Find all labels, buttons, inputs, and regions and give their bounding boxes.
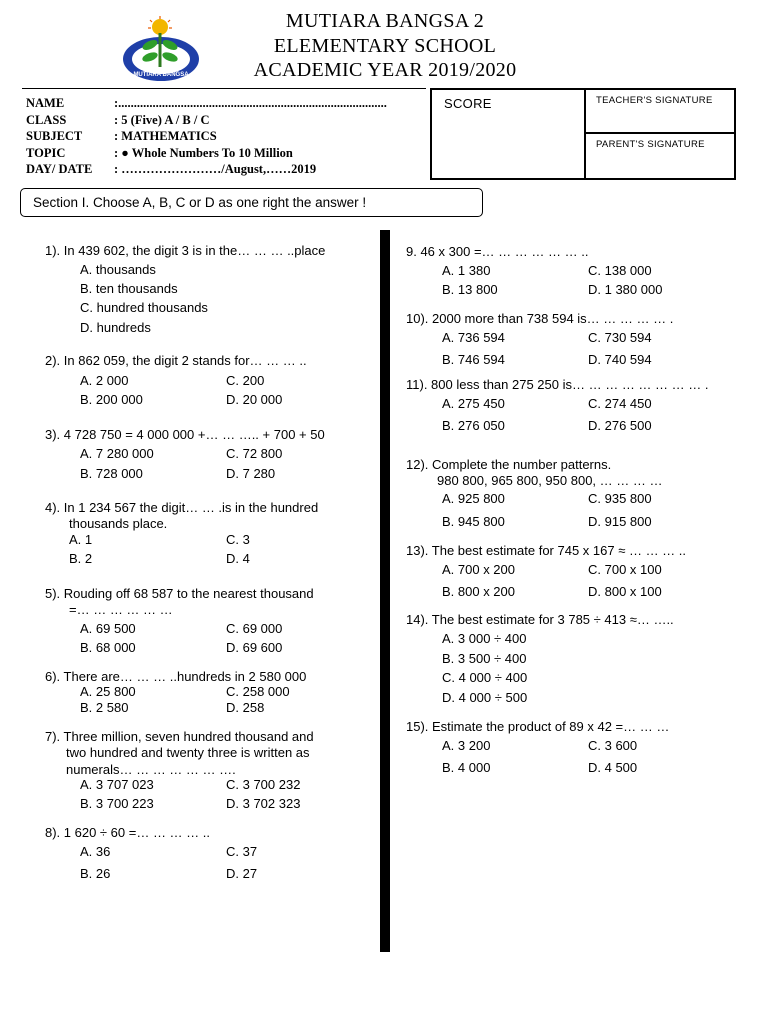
question-15-option-a[interactable]: A. 3 200 (442, 738, 491, 753)
question-1-option-b[interactable]: B. ten thousands (80, 281, 178, 296)
question-3-option-a[interactable]: A. 7 280 000 (80, 446, 154, 461)
question-11-option-c[interactable]: C. 274 450 (588, 396, 652, 411)
question-9-option-d[interactable]: D. 1 380 000 (588, 282, 663, 297)
question-13-option-c[interactable]: C. 700 x 100 (588, 562, 662, 577)
svg-text:MUTIARA BANGSA: MUTIARA BANGSA (133, 72, 189, 78)
info-label: CLASS (26, 112, 67, 127)
question-2-option-b[interactable]: B. 200 000 (80, 392, 143, 407)
question-5-option-a[interactable]: A. 69 500 (80, 621, 136, 636)
question-14-option-c[interactable]: C. 4 000 ÷ 400 (442, 670, 528, 685)
question-7-stem-line1: 7). Three million, seven hundred thousand and (45, 729, 314, 744)
question-2-option-d[interactable]: D. 20 000 (226, 392, 283, 407)
question-10-option-b[interactable]: B. 746 594 (442, 352, 505, 367)
question-6-option-d[interactable]: D. 258 (226, 700, 265, 715)
question-5-option-b[interactable]: B. 68 000 (80, 640, 136, 655)
question-2-option-c[interactable]: C. 200 (226, 373, 265, 388)
parent-signature-label: PARENT'S SIGNATURE (596, 139, 705, 150)
score-field[interactable] (432, 90, 586, 178)
question-1-option-c[interactable]: C. hundred thousands (80, 300, 208, 315)
question-11-option-a[interactable]: A. 275 450 (442, 396, 505, 411)
question-4-option-b[interactable]: B. 2 (69, 551, 93, 566)
question-12-option-d[interactable]: D. 915 800 (588, 514, 652, 529)
column-divider (380, 230, 390, 952)
question-13-option-d[interactable]: D. 800 x 100 (588, 584, 662, 599)
question-6-option-b[interactable]: B. 2 580 (80, 700, 129, 715)
question-12-option-c[interactable]: C. 935 800 (588, 491, 652, 506)
info-label: TOPIC (26, 145, 66, 160)
question-8-stem: 8). 1 620 ÷ 60 =… … … … .. (45, 825, 211, 840)
question-3-option-c[interactable]: C. 72 800 (226, 446, 283, 461)
question-13-option-a[interactable]: A. 700 x 200 (442, 562, 515, 577)
teacher-signature-field[interactable] (586, 90, 734, 134)
question-3-stem: 3). 4 728 750 = 4 000 000 +… … ….. + 700 + 50 (45, 427, 325, 442)
student-info (26, 95, 387, 178)
question-1-option-d[interactable]: D. hundreds (80, 320, 151, 335)
question-13-option-b[interactable]: B. 800 x 200 (442, 584, 515, 599)
section-instruction: Section I. Choose A, B, C or D as one right the answer ! (20, 188, 483, 217)
question-8-option-b[interactable]: B. 26 (80, 866, 111, 881)
question-5-option-c[interactable]: C. 69 000 (226, 621, 283, 636)
question-8-option-a[interactable]: A. 36 (80, 844, 111, 859)
info-row-date (26, 161, 387, 178)
info-label: DAY/ DATE (26, 162, 93, 176)
score-box (430, 88, 736, 180)
info-value: : ● Whole Numbers To 10 Million (114, 145, 293, 160)
question-7-stem-line2: two hundred and twenty three is written as (66, 745, 310, 760)
question-5-stem-line2: =… … … … … … (69, 602, 173, 617)
info-value: :...................................................................................... (114, 96, 387, 110)
question-9-stem: 9. 46 x 300 =… … … … … … .. (406, 244, 589, 259)
question-8-option-d[interactable]: D. 27 (226, 866, 258, 881)
question-7-option-b[interactable]: B. 3 700 223 (80, 796, 154, 811)
question-14-option-b[interactable]: B. 3 500 ÷ 400 (442, 651, 527, 666)
question-15-option-d[interactable]: D. 4 500 (588, 760, 638, 775)
question-10-option-a[interactable]: A. 736 594 (442, 330, 505, 345)
question-7-option-d[interactable]: D. 3 702 323 (226, 796, 301, 811)
question-10-option-d[interactable]: D. 740 594 (588, 352, 652, 367)
header-rule (22, 88, 426, 89)
question-14-stem: 14). The best estimate for 3 785 ÷ 413 ≈… ….. (406, 612, 674, 627)
info-value: : MATHEMATICS (114, 129, 217, 143)
question-1-stem: 1). In 439 602, the digit 3 is in the… … … ..place (45, 243, 326, 258)
question-5-stem-line1: 5). Rouding off 68 587 to the nearest thousand (45, 586, 314, 601)
question-5-option-d[interactable]: D. 69 600 (226, 640, 283, 655)
question-12-stem-line2: 980 800, 965 800, 950 800, … … … … (437, 473, 663, 488)
question-1-option-a[interactable]: A. thousands (80, 262, 156, 277)
question-6-option-c[interactable]: C. 258 000 (226, 684, 290, 699)
question-2-stem: 2). In 862 059, the digit 2 stands for… … … .. (45, 353, 307, 368)
question-15-option-c[interactable]: C. 3 600 (588, 738, 638, 753)
question-7-option-c[interactable]: C. 3 700 232 (226, 777, 301, 792)
question-11-stem: 11). 800 less than 275 250 is… … … … … … … … . (406, 377, 709, 392)
question-6-option-a[interactable]: A. 25 800 (80, 684, 136, 699)
question-7-stem-line3: numerals… … … … … … …. (66, 762, 236, 777)
question-12-stem-line1: 12). Complete the number patterns. (406, 457, 612, 472)
school-name-line1: MUTIARA BANGSA 2 (285, 10, 485, 32)
question-8-option-c[interactable]: C. 37 (226, 844, 258, 859)
info-row-subject (26, 128, 387, 145)
question-3-option-b[interactable]: B. 728 000 (80, 466, 143, 481)
question-2-option-a[interactable]: A. 2 000 (80, 373, 129, 388)
question-9-option-c[interactable]: C. 138 000 (588, 263, 652, 278)
score-label: SCORE (444, 96, 492, 111)
question-15-stem: 15). Estimate the product of 89 x 42 =… … … (406, 719, 670, 734)
question-4-stem-line2: thousands place. (69, 516, 168, 531)
info-row-class (26, 112, 387, 129)
question-10-option-c[interactable]: C. 730 594 (588, 330, 652, 345)
question-7-option-a[interactable]: A. 3 707 023 (80, 777, 154, 792)
question-4-option-d[interactable]: D. 4 (226, 551, 250, 566)
teacher-signature-label: TEACHER'S SIGNATURE (596, 95, 713, 106)
info-value: : ……………………/August,……2019 (114, 162, 317, 176)
question-6-stem: 6). There are… … … ..hundreds in 2 580 000 (45, 669, 307, 684)
question-11-option-b[interactable]: B. 276 050 (442, 418, 505, 433)
question-12-option-b[interactable]: B. 945 800 (442, 514, 505, 529)
info-value: : 5 (Five) A / B / C (114, 112, 210, 127)
question-14-option-d[interactable]: D. 4 000 ÷ 500 (442, 690, 528, 705)
question-9-option-a[interactable]: A. 1 380 (442, 263, 491, 278)
info-label: SUBJECT (26, 129, 83, 143)
question-4-option-c[interactable]: C. 3 (226, 532, 250, 547)
parent-signature-field[interactable] (586, 134, 734, 178)
academic-year: ACADEMIC YEAR 2019/2020 (253, 59, 517, 81)
question-3-option-d[interactable]: D. 7 280 (226, 466, 276, 481)
info-row-topic (26, 145, 387, 162)
question-12-option-a[interactable]: A. 925 800 (442, 491, 505, 506)
question-4-stem-line1: 4). In 1 234 567 the digit… … .is in the hundred (45, 500, 319, 515)
info-row-name (26, 95, 387, 112)
school-name-line2: ELEMENTARY SCHOOL (273, 35, 497, 57)
question-13-stem: 13). The best estimate for 745 x 167 ≈ … … … .. (406, 543, 687, 558)
info-label: NAME (26, 96, 65, 110)
question-10-stem: 10). 2000 more than 738 594 is… … … … … . (406, 311, 674, 326)
question-4-option-a[interactable]: A. 1 (69, 532, 93, 547)
question-15-option-b[interactable]: B. 4 000 (442, 760, 491, 775)
question-11-option-d[interactable]: D. 276 500 (588, 418, 652, 433)
question-14-option-a[interactable]: A. 3 000 ÷ 400 (442, 631, 527, 646)
question-9-option-b[interactable]: B. 13 800 (442, 282, 498, 297)
